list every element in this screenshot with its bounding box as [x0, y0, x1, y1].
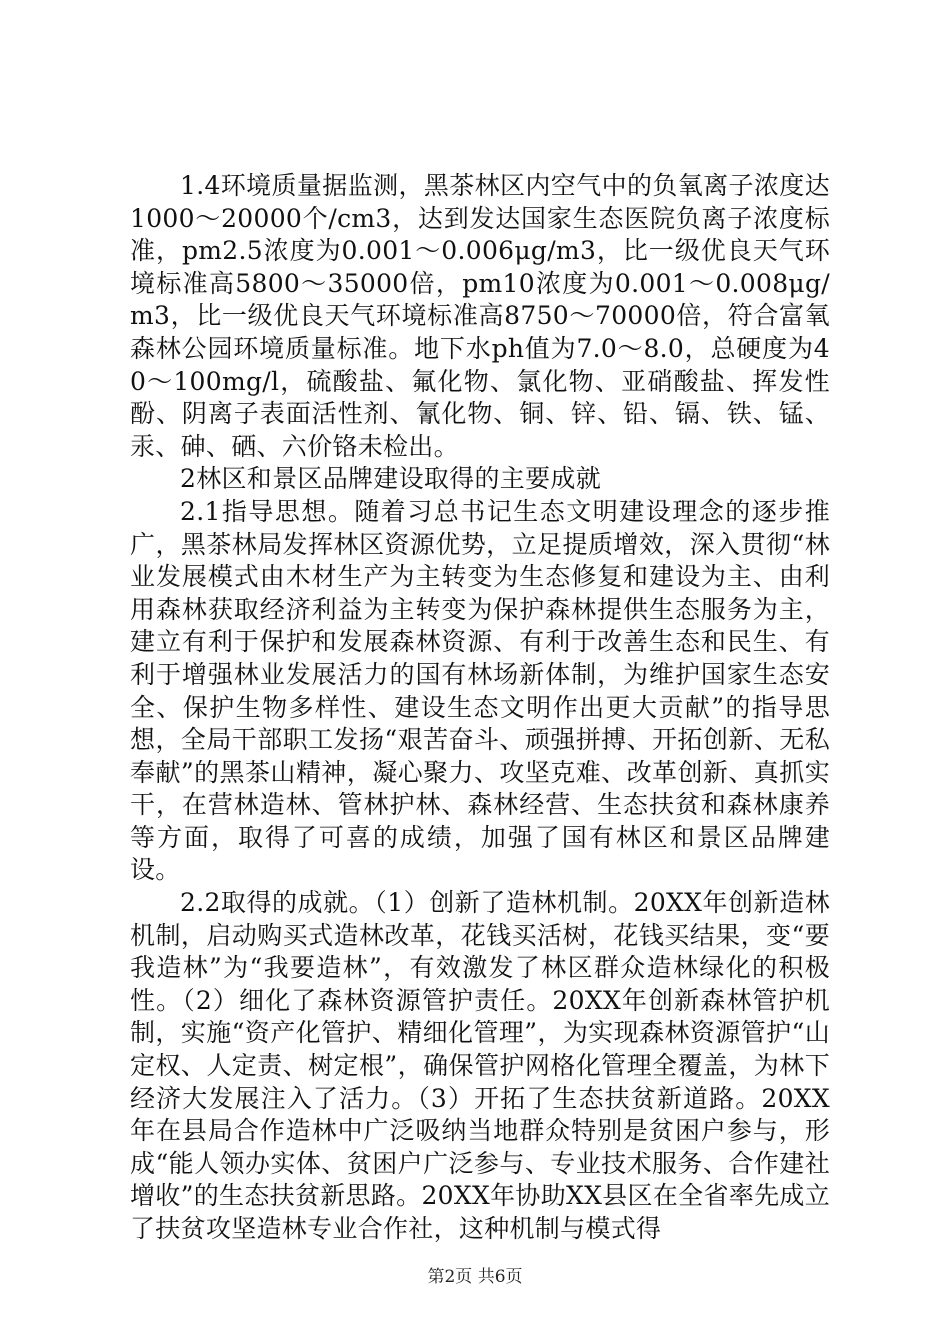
document-body	[130, 170, 830, 1246]
paragraph-environment-quality: 1.4环境质量据监测，黑茶林区内空气中的负氧离子浓度达1000～20000个/cm3，达到发达国家生态医院负离子浓度标准，pm2.5浓度为0.001～0.006μg/m3，比一级优良天气环境标准高5800～35000倍，pm10浓度为0.001～0.008μg/m3，比一级优良天气环境标准高8750～70000倍，符合富氧森林公园环境质量标准。地下水ph值为7.0～8.0，总硬度为40～100mg/l，硫酸盐、氟化物、氯化物、亚硝酸盐、挥发性酚、阴离子表面活性剂、氰化物、铜、锌、铅、镉、铁、锰、汞、砷、硒、六价铬未检出。	[130, 171, 830, 461]
section-heading-brand-achievements: 2林区和景区品牌建设取得的主要成就	[180, 464, 602, 494]
paragraph-achievements: 2.2取得的成就。（1）创新了造林机制。20XX年创新造林机制，启动购买式造林改革，花钱买活树，花钱买结果，变“要我造林”为“我要造林”，有效激发了林区群众造林绿化的积极性。（2）细化了森林资源管护责任。20XX年创新森林管护机制，实施“资产化管护、精细化管理”，为实现森林资源管护“山定权、人定责、树定根”，确保管护网格化管理全覆盖，为林下经济大发展注入了活力。（3）开拓了生态扶贫新道路。20XX年在县局合作造林中广泛吸纳当地群众特别是贫困户参与，形成“能人领办实体、贫困户广泛参与、专业技术服务、合作建社增收”的生态扶贫新思路。20XX年协助XX县区在全省率先成立了扶贫攻坚造林专业合作社，这种机制与模式得	[130, 888, 830, 1243]
paragraph-guiding-ideology: 2.1指导思想。随着习总书记生态文明建设理念的逐步推广，黑茶林局发挥林区资源优势，立足提质增效，深入贯彻“林业发展模式由木材生产为主转变为生态修复和建设为主、由利用森林获取经济利益为主转变为保护森林提供生态服务为主，建立有利于保护和发展森林资源、有利于改善生态和民生、有利于增强林业发展活力的国有林场新体制，为维护国家生态安全、保护生物多样性、建设生态文明作出更大贡献”的指导思想，全局干部职工发扬“艰苦奋斗、顽强拼搏、开拓创新、无私奉献”的黑茶山精神，凝心聚力、攻坚克难、改革创新、真抓实干，在营林造林、管林护林、森林经营、生态扶贫和森林康养等方面，取得了可喜的成绩，加强了国有林区和景区品牌建设。	[130, 496, 830, 885]
page-number-footer: 第2页 共6页	[427, 1267, 523, 1287]
